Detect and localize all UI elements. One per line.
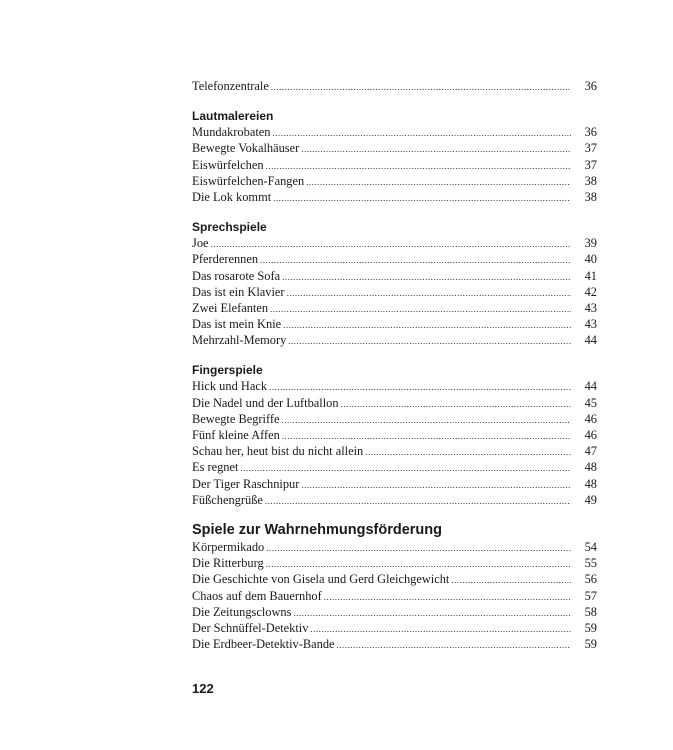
toc-entry (192, 459, 597, 475)
toc-entry-title: Körpermikado (192, 539, 265, 554)
toc-entry-title: Es regnet (192, 460, 239, 475)
dot-leader (451, 572, 571, 588)
toc-entry-title: Joe (192, 236, 209, 251)
toc-entry-title: Der Schnüffel-Detektiv (192, 620, 309, 635)
dot-leader (301, 141, 571, 157)
toc-entry-page: 43 (584, 317, 597, 332)
toc-entry-page: 58 (584, 604, 597, 619)
toc-entry-title: Hick und Hack (192, 379, 268, 394)
toc-entry (192, 636, 597, 652)
toc-entry-page: 49 (584, 492, 597, 507)
toc-entry (192, 555, 597, 571)
toc-entry (192, 571, 597, 587)
toc-entry-page: 37 (584, 141, 597, 156)
dot-leader (324, 589, 571, 605)
toc-entry-page: 36 (584, 125, 597, 140)
toc-entry-title: Schau her, heut bist du nicht allein (192, 444, 364, 459)
toc-entry (192, 476, 597, 492)
toc-entry-page: 37 (584, 157, 597, 172)
toc-entry (192, 539, 597, 555)
toc-entry-title: Der Tiger Raschnipur (192, 476, 300, 491)
dot-leader (282, 428, 571, 444)
dot-leader (283, 317, 571, 333)
toc-entry-page: 44 (584, 379, 597, 394)
toc-entry-title: Bewegte Vokalhäuser (192, 141, 300, 156)
toc-entry (192, 124, 597, 140)
toc-entry-title: Fünf kleine Affen (192, 428, 280, 442)
toc-entry-title: Bewegte Begriffe (192, 411, 280, 426)
toc-entry-page: 48 (584, 460, 597, 475)
dot-leader (211, 236, 571, 252)
table-of-contents (192, 78, 597, 652)
dot-leader (266, 556, 571, 572)
toc-entry-page: 54 (584, 539, 597, 554)
toc-entry-page: 42 (584, 284, 597, 299)
toc-entry (192, 78, 597, 94)
toc-entry (192, 157, 597, 173)
dot-leader (293, 605, 571, 621)
dot-leader (288, 333, 571, 349)
dot-leader (341, 396, 571, 412)
page-number: 122 (192, 681, 214, 696)
dot-leader (273, 190, 571, 206)
dot-leader (272, 125, 571, 141)
toc-entry-title: Eiswürfelchen-Fangen (192, 173, 305, 188)
toc-entry (192, 332, 597, 348)
toc-entry (192, 140, 597, 156)
dot-leader (240, 460, 571, 476)
dot-leader (271, 79, 571, 95)
toc-entry-title: Füßchengrüße (192, 492, 263, 507)
toc-entry (192, 604, 597, 620)
toc-entry-page: 41 (584, 268, 597, 283)
toc-entry-title: Das ist mein Knie (192, 317, 282, 332)
toc-entry-title: Zwei Elefanten (192, 300, 269, 315)
toc-entry (192, 378, 597, 394)
toc-entry (192, 620, 597, 636)
toc-entry-title: Die Erdbeer-Detektiv-Bande (192, 637, 335, 652)
toc-entry-title: Das ist ein Klavier (192, 284, 285, 299)
toc-entry-page: 56 (584, 572, 597, 587)
dot-leader (301, 477, 571, 493)
toc-entry-page: 44 (584, 333, 597, 348)
toc-entry-title: Das rosarote Sofa (192, 268, 281, 283)
toc-entry-title: Mundakrobaten (192, 125, 271, 140)
section-heading: Sprechspiele (192, 220, 267, 235)
toc-entry-page: 38 (584, 189, 597, 204)
chapter-heading: Spiele zur Wahrnehmungsförderung (192, 521, 443, 538)
toc-entry-title: Die Ritterburg (192, 556, 264, 571)
toc-entry (192, 235, 597, 251)
dot-leader (287, 285, 571, 301)
toc-entry-page: 39 (584, 236, 597, 251)
toc-entry-page: 45 (584, 395, 597, 410)
toc-entry (192, 251, 597, 267)
toc-entry (192, 173, 597, 189)
toc-entry (192, 588, 597, 604)
toc-entry-title: Chaos auf dem Bauernhof (192, 588, 322, 603)
toc-entry-page: 59 (584, 620, 597, 635)
toc-entry-title: Mehrzahl-Memory (192, 333, 287, 348)
toc-entry-title: Pferderennen (192, 252, 259, 267)
toc-entry-title: Die Nadel und der Luftballon (192, 395, 339, 410)
toc-entry-page: 55 (584, 556, 597, 571)
toc-entry-page: 59 (584, 637, 597, 652)
dot-leader (365, 444, 571, 460)
toc-entry (192, 189, 597, 205)
dot-leader (260, 252, 571, 268)
toc-entry-title: Telefonzentrale (192, 79, 269, 93)
dot-leader (266, 158, 571, 174)
toc-entry (192, 395, 597, 411)
dot-leader (269, 379, 571, 395)
toc-entry-title: Die Lok kommt (192, 189, 272, 204)
toc-entry-page: 48 (584, 476, 597, 491)
toc-entry-page: 46 (584, 428, 597, 442)
toc-entry-page: 36 (584, 79, 597, 93)
toc-entry-page: 57 (584, 588, 597, 603)
toc-entry-page: 43 (584, 300, 597, 315)
toc-entry-title: Die Geschichte von Gisela und Gerd Gleichgewicht (192, 572, 450, 587)
toc-entry (192, 427, 597, 443)
dot-leader (282, 269, 571, 285)
toc-entry (192, 492, 597, 508)
toc-entry-page: 40 (584, 252, 597, 267)
toc-entry (192, 443, 597, 459)
dot-leader (310, 621, 571, 637)
dot-leader (270, 301, 571, 317)
toc-entry-page: 46 (584, 411, 597, 426)
dot-leader (306, 174, 571, 190)
section-heading: Lautmalereien (192, 109, 274, 124)
toc-entry (192, 268, 597, 284)
toc-entry (192, 411, 597, 427)
dot-leader (266, 540, 571, 556)
toc-entry-page: 47 (584, 444, 597, 459)
dot-leader (337, 637, 571, 653)
toc-entry-title: Eiswürfelchen (192, 157, 264, 172)
toc-entry-page: 38 (584, 173, 597, 188)
toc-entry-title: Die Zeitungsclowns (192, 604, 292, 619)
section-heading: Fingerspiele (192, 363, 263, 378)
toc-entry (192, 300, 597, 316)
toc-entry (192, 316, 597, 332)
toc-entry (192, 284, 597, 300)
dot-leader (282, 412, 571, 428)
dot-leader (265, 493, 571, 509)
